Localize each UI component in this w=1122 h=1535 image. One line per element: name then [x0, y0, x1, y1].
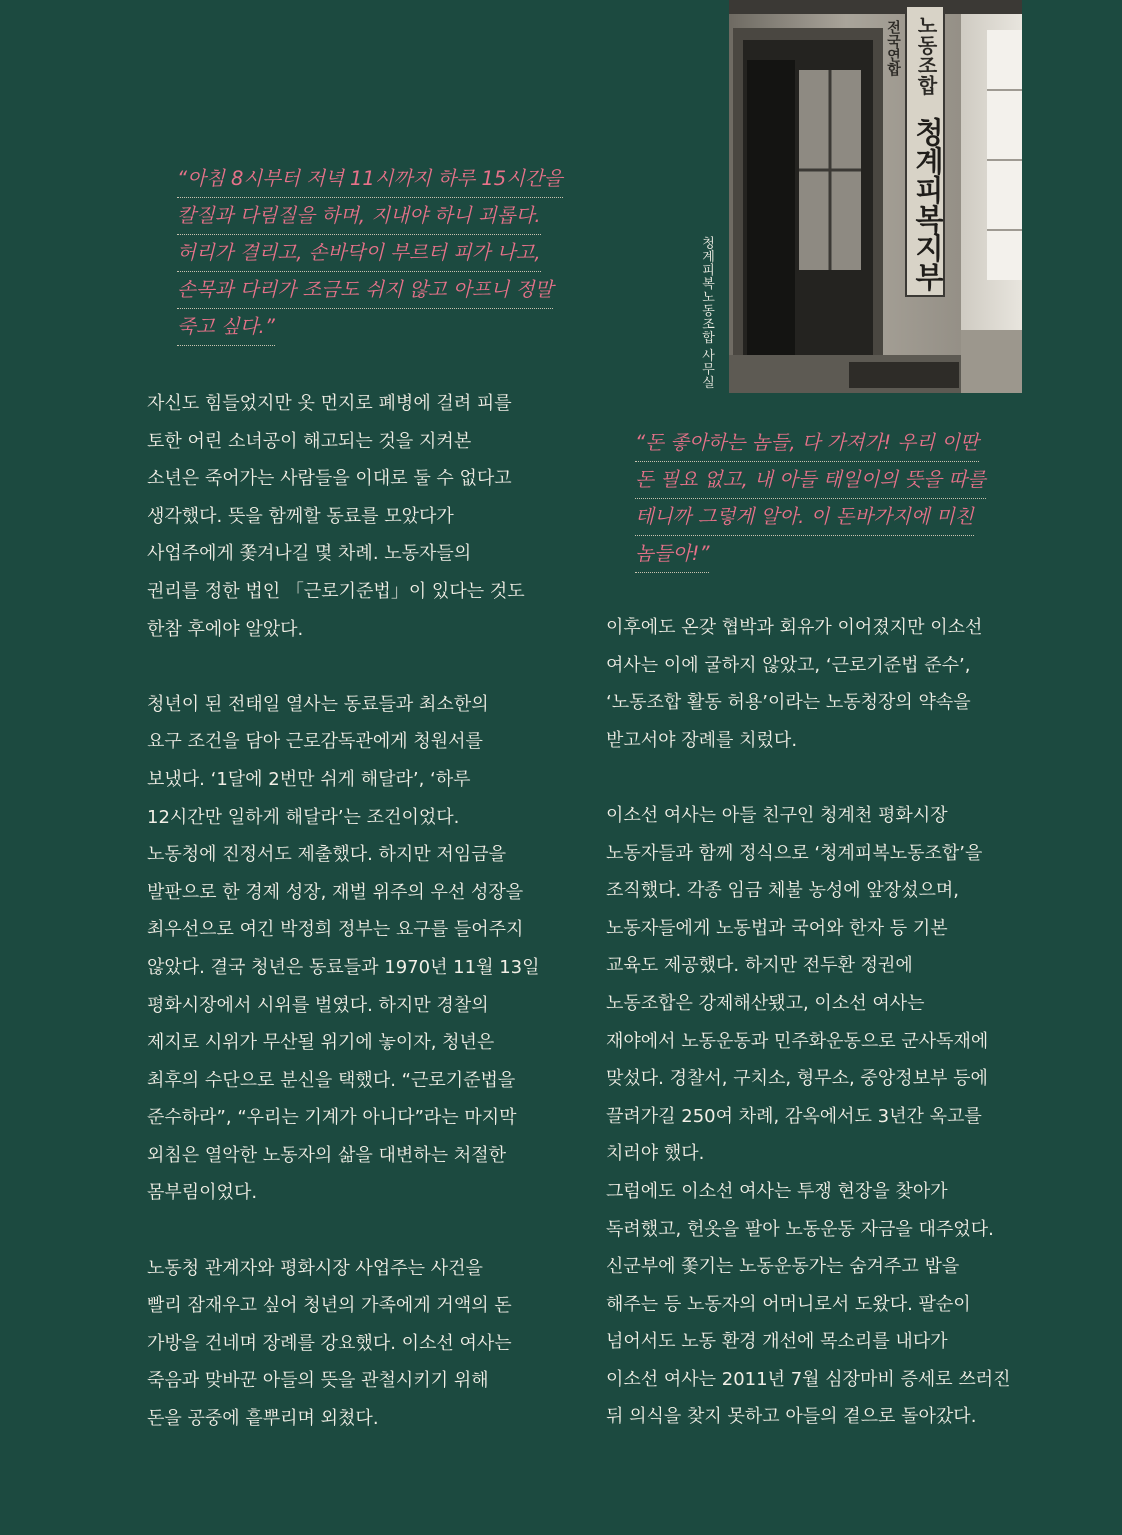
body-line: 해주는 등 노동자의 어머니로서 도왔다. 팔순이 [606, 1293, 971, 1315]
body-line: 자신도 힘들었지만 옷 먼지로 폐병에 걸려 피를 [147, 393, 512, 414]
paragraph-gap [147, 1212, 567, 1250]
body-line: 여사는 이에 굴하지 않았고, ‘근로기준법 준수’, [606, 654, 971, 676]
quote-line: 놈들아!” [635, 536, 709, 573]
body-line: 12시간만 일하게 해달라’는 조건이었다. [147, 806, 460, 828]
signboard-sub-text: 전국연합 [885, 20, 901, 76]
body-line: 노동조합은 강제해산됐고, 이소선 여사는 [606, 992, 925, 1014]
photo-illustration [729, 0, 1022, 393]
body-line: 이소선 여사는 2011년 7월 심장마비 증세로 쓰러진 [606, 1368, 1011, 1390]
pull-quote-mid [635, 425, 986, 573]
body-line: 최후의 수단으로 분신을 택했다. “근로기준법을 [147, 1069, 516, 1091]
body-line: 뒤 의식을 찾지 못하고 아들의 곁으로 돌아갔다. [606, 1406, 977, 1428]
body-line: 독려했고, 헌옷을 팔아 노동운동 자금을 대주었다. [606, 1218, 994, 1240]
photo-caption: 청계피복노동조합 사무실 [699, 236, 714, 390]
body-line: 끌려가길 250여 차례, 감옥에서도 3년간 옥고를 [606, 1105, 982, 1127]
body-line: 사업주에게 쫓겨나길 몇 차례. 노동자들의 [147, 543, 472, 565]
quote-line: 손목과 다리가 조금도 쉬지 않고 아프니 정말 [177, 272, 553, 309]
body-line: 노동청에 진정서도 제출했다. 하지만 저임금을 [147, 844, 506, 866]
body-line: 토한 어린 소녀공이 해고되는 것을 지켜본 [147, 430, 472, 452]
quote-line: 칼질과 다림질을 하며, 지내야 하니 괴롭다. [177, 198, 541, 235]
body-line: 생각했다. 뜻을 함께할 동료를 모았다가 [147, 505, 454, 527]
body-line: 권리를 정한 법인 「근로기준법」이 있다는 것도 [147, 580, 525, 602]
union-signboard [905, 5, 945, 297]
signboard-top-text: 노동조합 [914, 15, 938, 95]
body-line: 넘어서도 노동 환경 개선에 목소리를 내다가 [606, 1331, 948, 1353]
quote-line: “아침 8시부터 저녁 11시까지 하루 15시간을 [177, 161, 563, 198]
body-line: 노동자들과 함께 정식으로 ‘청계피복노동조합’을 [606, 842, 983, 864]
body-line: 이후에도 온갖 협박과 회유가 이어졌지만 이소선 [606, 617, 983, 638]
body-line: 이소선 여사는 아들 친구인 청계천 평화시장 [606, 804, 948, 826]
quote-line: 허리가 결리고, 손바닥이 부르터 피가 나고, [177, 235, 541, 272]
body-line: 돈을 공중에 흩뿌리며 외쳤다. [147, 1408, 379, 1430]
paragraph-gap [606, 759, 1026, 797]
body-column-left [147, 385, 567, 1438]
body-line: 한참 후에야 알았다. [147, 618, 304, 640]
body-line: 외침은 열악한 노동자의 삶을 대변하는 처절한 [147, 1144, 506, 1166]
body-line: 재야에서 노동운동과 민주화운동으로 군사독재에 [606, 1030, 989, 1052]
quote-line: 돈 필요 없고, 내 아들 태일이의 뜻을 따를 [635, 462, 986, 499]
body-line: 죽음과 맞바꾼 아들의 뜻을 관철시키기 위해 [147, 1370, 489, 1392]
pull-quote-top [177, 161, 563, 346]
quote-line: 죽고 싶다.” [177, 309, 275, 346]
signboard-main-text: 청계피복지부 [911, 117, 945, 291]
union-office-photo [729, 0, 1022, 393]
signboard-sub [885, 20, 903, 130]
body-line: 빨리 잠재우고 싶어 청년의 가족에게 거액의 돈 [147, 1295, 512, 1317]
body-line: 보냈다. ‘1달에 2번만 쉬게 해달라’, ‘하루 [147, 768, 471, 790]
body-line: 제지로 시위가 무산될 위기에 놓이자, 청년은 [147, 1032, 495, 1054]
body-line: ‘노동조합 활동 허용’이라는 노동청장의 약속을 [606, 692, 971, 714]
paragraph-gap [147, 648, 567, 686]
body-line: 조직했다. 각종 임금 체불 농성에 앞장섰으며, [606, 880, 960, 902]
body-line: 최우선으로 여긴 박정희 정부는 요구를 들어주지 [147, 919, 524, 941]
body-line: 신군부에 쫓기는 노동운동가는 숨겨주고 밥을 [606, 1256, 960, 1278]
quote-line: 테니까 그렇게 알아. 이 돈바가지에 미친 [635, 499, 974, 536]
body-line: 맞섰다. 경찰서, 구치소, 형무소, 중앙정보부 등에 [606, 1068, 988, 1090]
body-line: 교육도 제공했다. 하지만 전두환 정권에 [606, 955, 913, 977]
body-column-right [606, 609, 1026, 1436]
body-line: 가방을 건네며 장례를 강요했다. 이소선 여사는 [147, 1332, 512, 1354]
body-line: 않았다. 결국 청년은 동료들과 1970년 11월 13일 [147, 956, 540, 978]
body-line: 노동자들에게 노동법과 국어와 한자 등 기본 [606, 917, 948, 939]
body-line: 청년이 된 전태일 열사는 동료들과 최소한의 [147, 693, 489, 715]
body-line: 몸부림이었다. [147, 1182, 258, 1204]
body-line: 발판으로 한 경제 성장, 재벌 위주의 우선 성장을 [147, 881, 524, 903]
body-line: 그럼에도 이소선 여사는 투쟁 현장을 찾아가 [606, 1180, 948, 1202]
body-line: 요구 조건을 담아 근로감독관에게 청원서를 [147, 731, 483, 753]
body-line: 받고서야 장례를 치렀다. [606, 729, 798, 751]
body-line: 소년은 죽어가는 사람들을 이대로 둘 수 없다고 [147, 468, 512, 490]
body-line: 평화시장에서 시위를 벌였다. 하지만 경찰의 [147, 994, 489, 1016]
body-line: 준수하라”, “우리는 기계가 아니다”라는 마지막 [147, 1107, 517, 1129]
quote-line: “돈 좋아하는 놈들, 다 가져가! 우리 이딴 [635, 425, 979, 462]
body-line: 노동청 관계자와 평화시장 사업주는 사건을 [147, 1257, 483, 1279]
body-line: 치러야 했다. [606, 1143, 705, 1165]
